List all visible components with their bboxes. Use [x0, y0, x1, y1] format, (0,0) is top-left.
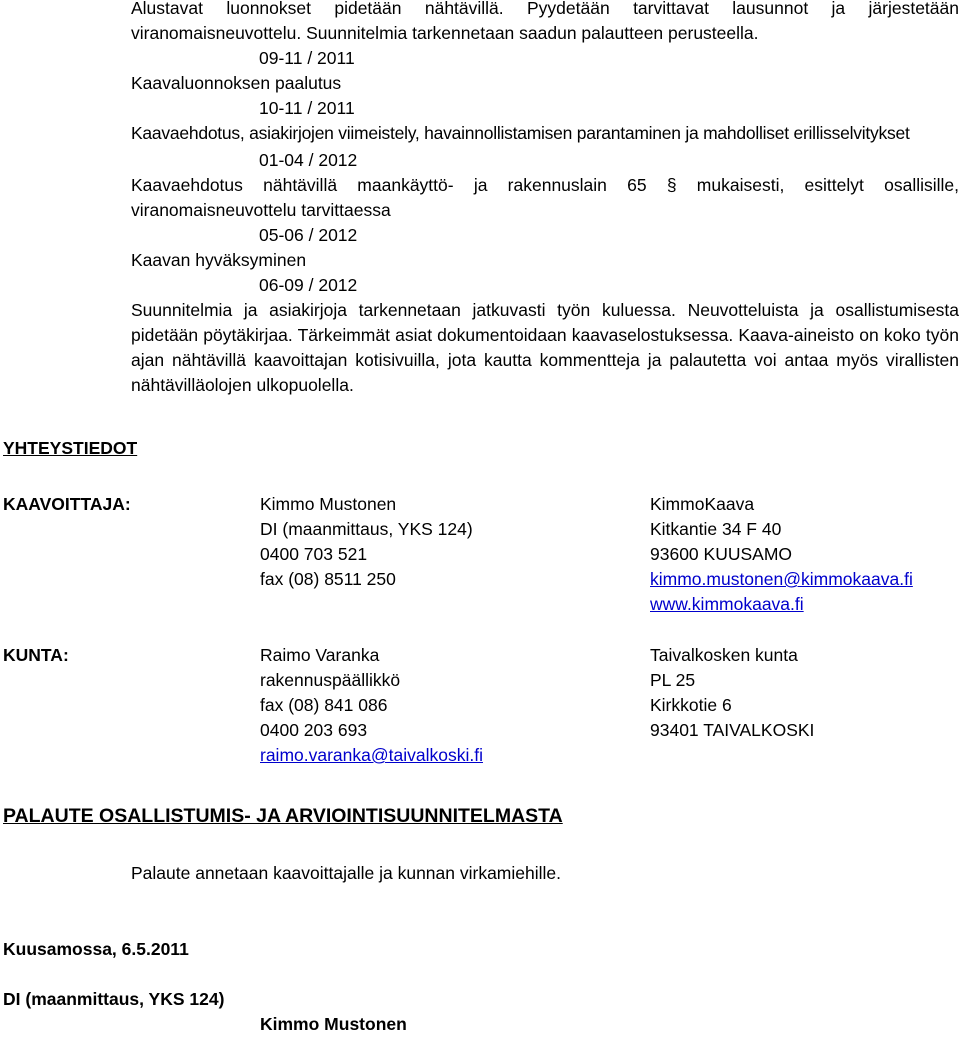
kaavoittaja-street: Kitkantie 34 F 40 [650, 519, 782, 539]
schedule-item-2: Kaavaehdotus, asiakirjojen viimeistely, havainnollistamisen parantaminen ja mahdolliset erillisselvitykset [131, 123, 910, 143]
contacts-heading: YHTEYSTIEDOT [3, 438, 138, 458]
schedule-date-1: 09-11 / 2011 [259, 48, 355, 68]
schedule-intro: Alustavat luonnokset pidetään nähtävillä. Pyydetään tarvittavat lausunnot ja järjestetään viranomaisneuvottelu. Suunnitelmia tarkennetaan saadun palautteen perusteella. [131, 0, 959, 43]
kunta-postal: 93401 TAIVALKOSKI [650, 720, 815, 740]
kaavoittaja-title: DI (maanmittaus, YKS 124) [260, 519, 473, 539]
schedule-date-4: 05-06 / 2012 [259, 225, 358, 245]
kaavoittaja-postal: 93600 KUUSAMO [650, 544, 793, 564]
schedule-summary: Suunnitelmia ja asiakirjoja tarkennetaan jatkuvasti työn kuluessa. Neuvotteluista ja osallistumisesta pidetään pöytäkirjaa. Tärkeimmät asiat dokumentoidaan kaavaselostuksessa. Kaava-aineisto on koko työn ajan nähtävillä kaavoittajan kotisivuilla, jota kautta kommentteja ja palautetta voi antaa myös virallisten nähtävilläolojen ulkopuolella. [131, 300, 959, 395]
schedule-date-2: 10-11 / 2011 [259, 98, 355, 118]
kunta-fax: fax (08) 841 086 [260, 695, 388, 715]
kunta-email-link[interactable]: raimo.varanka@taivalkoski.fi [260, 745, 483, 765]
kunta-org: Taivalkosken kunta [650, 645, 798, 665]
kaavoittaja-phone: 0400 703 521 [260, 544, 368, 564]
kaavoittaja-web-link[interactable]: www.kimmokaava.fi [650, 594, 804, 614]
kunta-title: rakennuspäällikkö [260, 670, 401, 690]
kaavoittaja-label: KAAVOITTAJA: [3, 494, 131, 514]
schedule-item-4: Kaavan hyväksyminen [131, 250, 307, 270]
kaavoittaja-fax: fax (08) 8511 250 [260, 569, 396, 589]
schedule-date-3: 01-04 / 2012 [259, 150, 358, 170]
kaavoittaja-company: KimmoKaava [650, 494, 755, 514]
signature-name: Kimmo Mustonen [260, 1014, 407, 1034]
schedule-item-1: Kaavaluonnoksen paalutus [131, 73, 342, 93]
schedule-item-3: Kaavaehdotus nähtävillä maankäyttö- ja rakennuslain 65 § mukaisesti, esittelyt osallisille, viranomaisneuvottelu tarvittaessa [131, 175, 959, 220]
kunta-label: KUNTA: [3, 645, 69, 665]
kunta-pobox: PL 25 [650, 670, 696, 690]
kunta-street: Kirkkotie 6 [650, 695, 732, 715]
signature-place-date: Kuusamossa, 6.5.2011 [3, 939, 189, 959]
schedule-date-5: 06-09 / 2012 [259, 275, 358, 295]
kaavoittaja-email-link[interactable]: kimmo.mustonen@kimmokaava.fi [650, 569, 913, 589]
feedback-text: Palaute annetaan kaavoittajalle ja kunnan virkamiehille. [131, 863, 561, 883]
kunta-name: Raimo Varanka [260, 645, 380, 665]
feedback-heading: PALAUTE OSALLISTUMIS- JA ARVIOINTISUUNNITELMASTA [3, 805, 563, 827]
kaavoittaja-name: Kimmo Mustonen [260, 494, 397, 514]
kunta-phone: 0400 203 693 [260, 720, 368, 740]
signature-title: DI (maanmittaus, YKS 124) [3, 989, 225, 1009]
